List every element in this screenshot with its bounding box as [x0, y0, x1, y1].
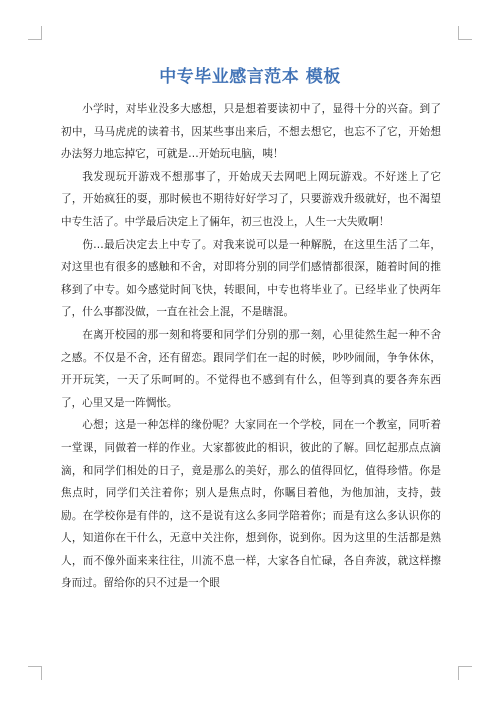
- document-body: [61, 98, 441, 595]
- crop-mark-bottom-left: [28, 666, 42, 680]
- paragraph-1: 小学时，对毕业没多大感想，只是想着要读初中了，显得十分的兴奋。到了初中，马马虎虎的读着书，因某些事出来后，不想去想它，也忘不了它，开始想办法努力地忘掉它，可就是…开始玩电脑，咦！: [61, 103, 441, 161]
- paragraph-5: 心想；这是一种怎样的缘份呢？大家同在一个学校，同在一个教室，同听着一堂课，同做着一样的作业。大家都彼此的相识，彼此的了解。回忆起那点点滴滴，和同学们相处的日子，竟是那么的美好，那么的值得回忆，值得珍惜。你是焦点时，同学们关注着你；别人是焦点时，你瞩目着他，为他加油，支持，鼓励。在学校你是有伴的，这不是说有这么多同学陪着你；而是有这么多认识你的人，知道你在干什么，无意中关注你，想到你，说到你。因为这里的生活都是熟人，而不像外面来来往往，川流不息一样，大家各自忙碌，各自奔波，就这样擦身而过。留给你的只不过是一个眼: [61, 419, 441, 590]
- document-title: 中专毕业感言范本 模板: [159, 67, 341, 87]
- crop-mark-top-left: [28, 26, 42, 40]
- paragraph-4: 在离开校园的那一刻和将要和同学们分别的那一刻，心里徒然生起一种不舍之感。不仅是不舍，还有留恋。跟同学们在一起的时候，吵吵闹闹，争争休休，开开玩笑，一天了乐呵呵的。不觉得也不感到有什么，但等到真的要各奔东西了，心里又是一阵惆怅。: [61, 328, 441, 409]
- crop-mark-top-right: [458, 26, 472, 40]
- crop-mark-bottom-right: [458, 666, 472, 680]
- paragraph-2: 我发现玩开游戏不想那事了，开始成天去网吧上网玩游戏。不好迷上了它了，开始疯狂的耍，那时候也不期待好好学习了，只要游戏升级就好，也不渴望中专生活了。中学最后决定上了倆年，初三也没上，人生一大失败啊！: [61, 170, 441, 228]
- paragraph-3: 伤…最后决定去上中专了。对我来说可以是一种解脱，在这里生活了二年，对这里也有很多的感触和不舍，对即将分别的同学们感情都很深，随着时间的推移到了中专。如今感觉时间飞快，转眼间，中专也将毕业了。已经毕业了快两年了，什么事都没做，一直在社会上混，不是瞎混。: [61, 238, 441, 319]
